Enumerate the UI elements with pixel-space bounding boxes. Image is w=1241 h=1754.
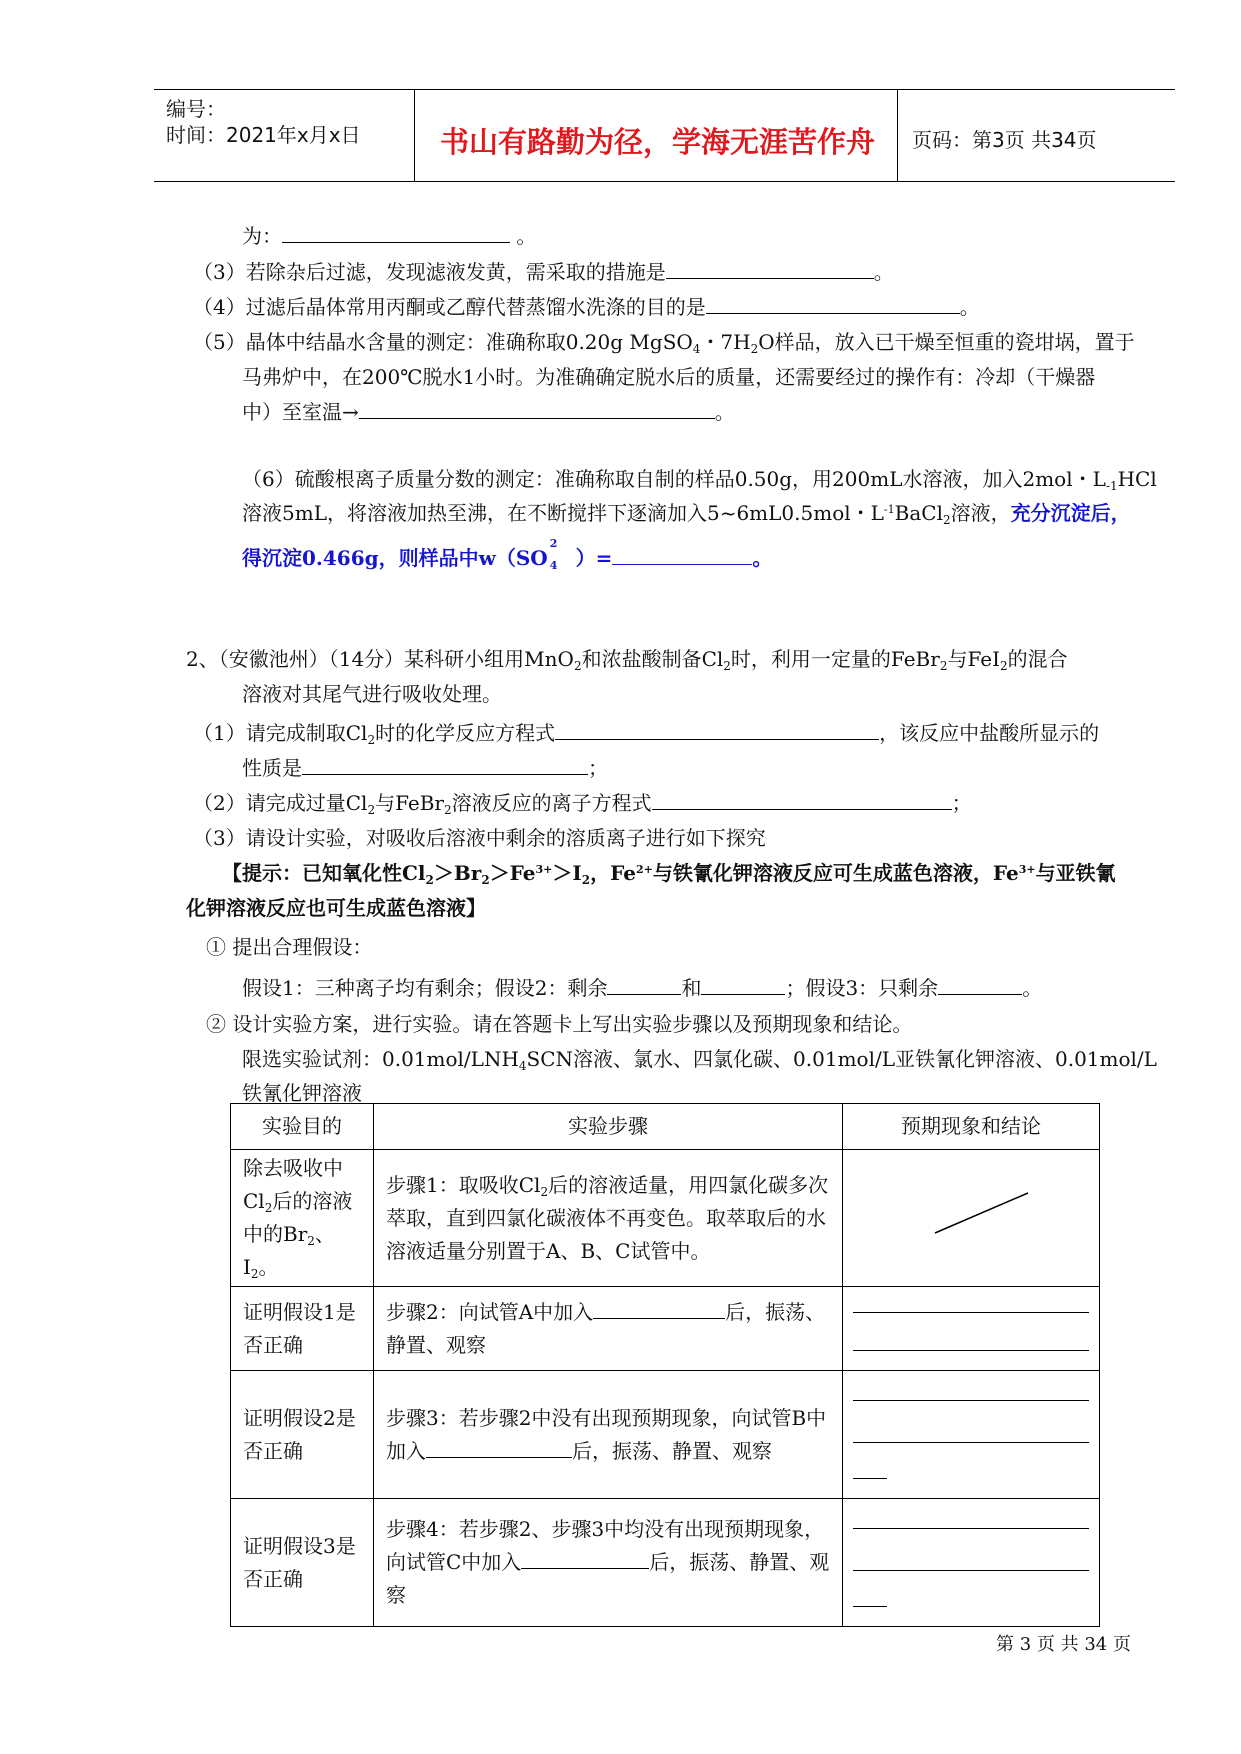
table-header-expected: 预期现象和结论 [843, 1104, 1100, 1150]
q2-hint-line2: 化钾溶液反应也可生成蓝色溶液】 [186, 896, 486, 920]
table-row [231, 1150, 1100, 1287]
q2-part1-line1: （1）请完成制取$Cl_2$时的化学反应方程式 ，该反应中盐酸所显示的 [193, 721, 1100, 747]
q2-intro-line1: 2、（安徽池州）（14分）某科研小组用MnO$_2$和浓盐酸制备$Cl_2$时，利用一定量的FeBr$_2$与FeI$_2$的混合 [186, 647, 1068, 673]
table-header-steps: 实验步骤 [374, 1104, 843, 1150]
footer-page-number: 第 3 页 共 34 页 [996, 1634, 1131, 1655]
header-divider-left [414, 89, 415, 182]
q2-intro-line2: 溶液对其尾气进行吸收处理。 [242, 682, 502, 706]
q1-part6-line3: 得沉淀0.466g，则样品中w（SO 2 4 ）= 。 [242, 537, 773, 572]
q1-part5-line3: 中）至室温→ 。 [242, 400, 735, 424]
q2-step2: ② 设计实验方案，进行实验。请在答题卡上写出实验步骤以及预期现象和结论。 [206, 1012, 913, 1036]
header-divider-right [897, 89, 898, 182]
row1-expected-slash [843, 1150, 1100, 1287]
row1-purpose: 除去吸收中$Cl_2$后的溶液中的$Br_2$、$I_2$。 [231, 1150, 374, 1287]
header-number-label: 编号： [166, 97, 226, 121]
row4-purpose: 证明假设3是否正确 [231, 1499, 374, 1627]
experiment-table [230, 1103, 1100, 1627]
row1-step: 步骤1：取吸收$Cl_2$后的溶液适量，用四氯化碳多次萃取，直到四氯化碳液体不再变色。取萃取后的水溶液适量分别置于A、B、C试管中。 [374, 1150, 843, 1287]
row4-expected-blank [843, 1499, 1100, 1627]
q2-step1: ① 提出合理假设： [206, 935, 373, 959]
row4-step: 步骤4：若步骤2、步骤3中均没有出现预期现象，向试管C中加入 后，振荡、静置、观察 [374, 1499, 843, 1627]
q2-part3: （3）请设计实验，对吸收后溶液中剩余的溶质离子进行如下探究 [193, 826, 766, 850]
q1-part3: （3）若除杂后过滤，发现滤液发黄，需采取的措施是 。 [193, 260, 894, 284]
q2-part1-line2: 性质是 ； [242, 756, 608, 780]
header-bottom-rule [154, 181, 1175, 182]
header-time-label: 时间：2021年x月x日 [166, 123, 361, 147]
q1-part5-line1: （5）晶体中结晶水含量的测定：准确称取0.20g MgSO$_4$・$7H_2O$样品，放入已干燥至恒重的瓷坩埚，置于 [193, 330, 1135, 356]
table-header-row [231, 1104, 1100, 1150]
table-header-purpose: 实验目的 [231, 1104, 374, 1150]
q1-part6-line1: （6）硫酸根离子质量分数的测定：准确称取自制的样品0.50g，用200mL水溶液，加入2mol・$L_{-1}HCl$ [242, 467, 1157, 493]
q2-part2: （2）请完成过量$Cl_2$与FeBr$_2$溶液反应的离子方程式 ； [193, 791, 972, 817]
row2-step: 步骤2：向试管A中加入 后，振荡、静置、观察 [374, 1287, 843, 1371]
header-top-rule [154, 89, 1175, 90]
row3-step: 步骤3：若步骤2中没有出现预期现象，向试管B中加入 后，振荡、静置、观察 [374, 1371, 843, 1499]
q1-part6-line2: 溶液5mL，将溶液加热至沸，在不断搅拌下逐滴加入5~6mL0.5mol・$L^{-1}BaCl_2$溶液，充分沉淀后， [242, 501, 1131, 527]
q2-reagents-line2: 铁氰化钾溶液 [242, 1081, 362, 1105]
header-motto: 书山有路勤为径，学海无涯苦作舟 [440, 125, 876, 159]
table-row [231, 1287, 1100, 1371]
diagonal-slash [853, 1168, 1089, 1258]
q2-hypotheses: 假设1：三种离子均有剩余；假设2：剩余 和 ；假设3：只剩余 。 [242, 976, 1043, 1000]
row3-purpose: 证明假设2是否正确 [231, 1371, 374, 1499]
row3-expected-blank [843, 1371, 1100, 1499]
table-row [231, 1371, 1100, 1499]
row2-expected-blank [843, 1287, 1100, 1371]
q1-line-wei: 为： 。 [242, 224, 537, 248]
q1-part5-line2: 马弗炉中，在200℃脱水1小时。为准确确定脱水后的质量，还需要经过的操作有：冷却（干燥器 [242, 365, 1096, 389]
q2-reagents-line1: 限选实验试剂：$0.01mol/LNH_4SCN$溶液、氯水、四氯化碳、0.01mol/L亚铁氰化钾溶液、0.01mol/L [242, 1047, 1157, 1073]
header-page-label: 页码：第3页 共34页 [912, 128, 1097, 152]
row2-purpose: 证明假设1是否正确 [231, 1287, 374, 1371]
q1-part4: （4）过滤后晶体常用丙酮或乙醇代替蒸馏水洗涤的目的是 。 [193, 295, 980, 319]
q2-hint-line1: 【提示：已知氧化性$Cl_2>Br_2>Fe^{3+}>I_2$，$Fe^{2+}$与铁氰化钾溶液反应可生成蓝色溶液，$Fe^{3+}$与亚铁氰 [222, 861, 1116, 887]
table-row [231, 1499, 1100, 1627]
